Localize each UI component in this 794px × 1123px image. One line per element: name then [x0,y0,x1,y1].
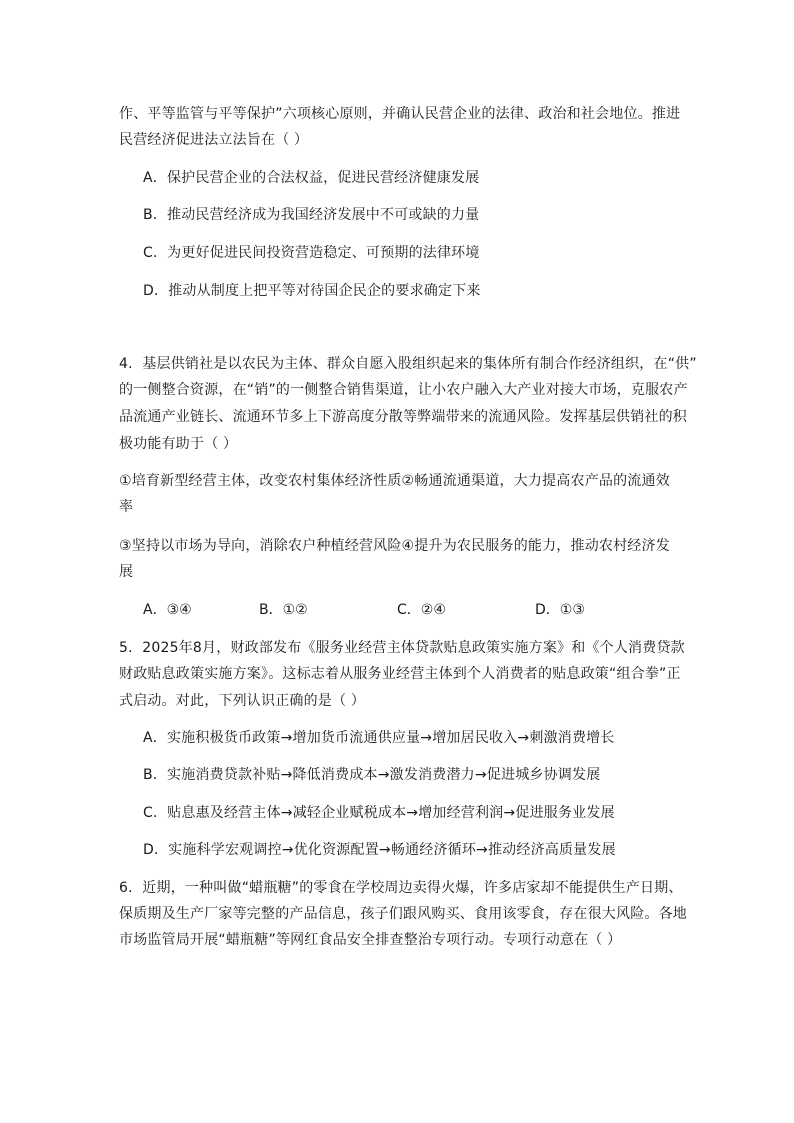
q3-option-a: A．保护民营企业的合法权益，促进民营经济健康发展 [143,170,480,186]
q3-stem-line-1: 作、平等监管与平等保护”六项核心原则，并确认民营企业的法律、政治和社会地位。推进 [119,106,681,122]
q5-option-a: A．实施积极货币政策→增加货币流通供应量→增加居民收入→刺激消费增长 [143,730,615,746]
q6-stem-line-1: 6．近期，一种叫做“蜡瓶糖”的零食在学校周边卖得火爆，许多店家却不能提供生产日期、 [119,880,683,896]
q5-stem-line-2: 财政贴息政策实施方案》。这标志着从服务业经营主体到个人消费者的贴息政策“组合拳”正 [119,666,681,682]
q4-statement-line-4: 展 [119,564,134,580]
q4-choice-c: C．②④ [397,602,446,618]
q4-stem-line-2: 的一侧整合资源，在“销”的一侧整合销售渠道，让小农户融入大产业对接大市场，克服农产 [119,382,688,398]
q3-option-d: D．推动从制度上把平等对待国企民企的要求确定下来 [143,283,481,299]
q5-option-d: D．实施科学宏观调控→优化资源配置→畅通经济循环→推动经济高质量发展 [143,842,616,858]
q4-choice-b: B．①② [259,602,308,618]
q3-stem-line-2: 民营经济促进法立法旨在（ ） [119,132,309,148]
q3-option-c: C．为更好促进民间投资营造稳定、可预期的法律环境 [143,245,480,261]
q5-stem-line-1: 5．2025年8月，财政部发布《服务业经营主体贷款贴息政策实施方案》和《个人消费贷款 [119,640,685,656]
q4-statement-line-3: ③坚持以市场为导向，消除农户种植经营风险④提升为农民服务的能力，推动农村经济发 [119,538,670,554]
q5-option-b: B．实施消费贷款补贴→降低消费成本→激发消费潜力→促进城乡协调发展 [143,767,601,783]
q6-stem-line-3: 市场监管局开展“蜡瓶糖”等网红食品安全排查整治专项行动。专项行动意在（ ） [119,932,622,948]
q4-stem-line-1: 4．基层供销社是以农民为主体、群众自愿入股组织起来的集体所有制合作经济组织，在“供” [119,356,697,372]
q4-choice-d: D．①③ [535,602,585,618]
q4-statement-line-1: ①培育新型经营主体，改变农村集体经济性质②畅通流通渠道，大力提高农产品的流通效 [119,473,670,489]
q5-option-c: C．贴息惠及经营主体→减轻企业赋税成本→增加经营利润→促进服务业发展 [143,805,615,821]
q3-option-b: B．推动民营经济成为我国经济发展中不可或缺的力量 [143,207,480,223]
q4-statement-line-2: 率 [119,499,134,515]
q4-stem-line-3: 品流通产业链长、流通环节多上下游高度分散等弊端带来的流通风险。发挥基层供销社的积 [119,409,687,425]
q4-stem-line-4: 极功能有助于（ ） [119,436,238,452]
q4-choice-a: A．③④ [143,602,192,618]
q5-stem-line-3: 式启动。对此，下列认识正确的是（ ） [119,693,366,709]
q6-stem-line-2: 保质期及生产厂家等完整的产品信息，孩子们跟风购买、食用该零食，存在很大风险。各地 [119,906,687,922]
